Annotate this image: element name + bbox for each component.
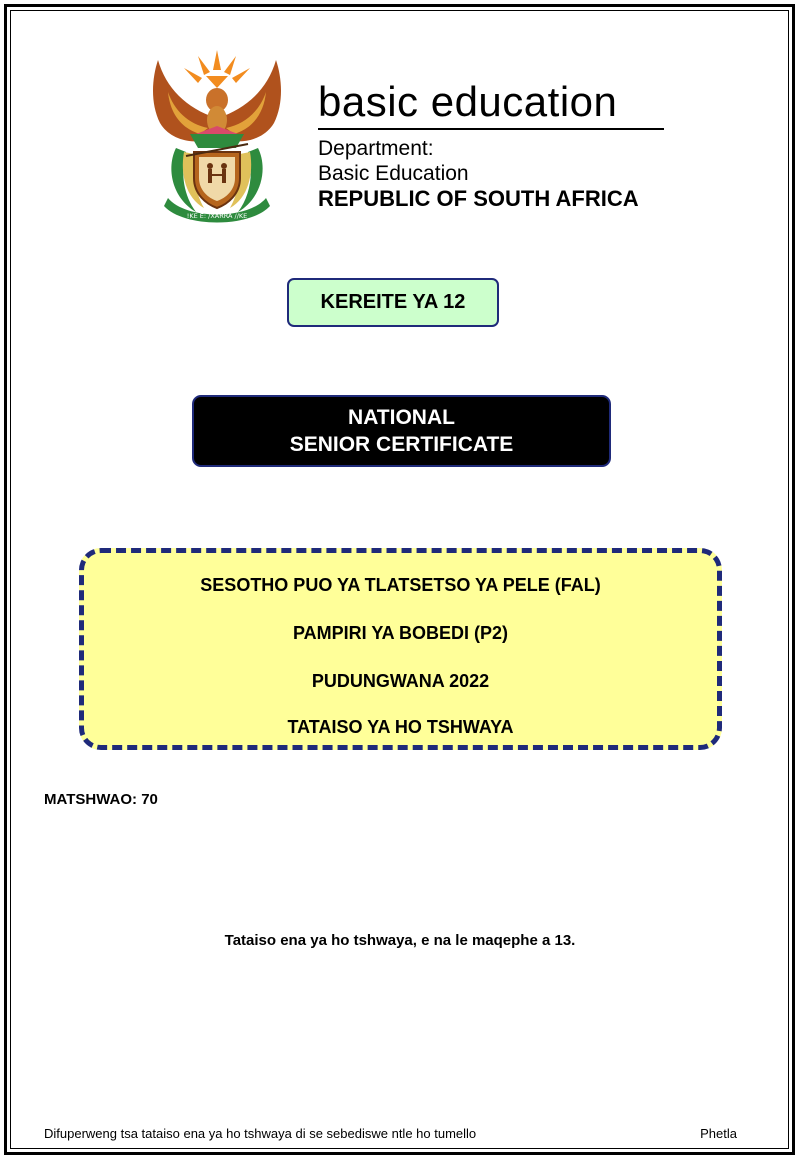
total-marks: MATSHWAO: 70 bbox=[44, 791, 158, 808]
paper-title: PAMPIRI YA BOBEDI (P2) bbox=[292, 623, 509, 643]
coat-of-arms-icon bbox=[146, 48, 288, 224]
copyright-note: Difuperweng tsa tataiso ena ya ho tshwaya di se sebediswe ntle ho tumello bbox=[44, 1126, 477, 1141]
certificate-line-1: NATIONAL bbox=[348, 406, 455, 429]
brand-title: basic education bbox=[318, 78, 618, 125]
country-name: REPUBLIC OF SOUTH AFRICA bbox=[318, 186, 639, 211]
svg-text:!KE E: /XARRA //KE: !KE E: /XARRA //KE bbox=[186, 212, 248, 220]
subject-title: SESOTHO PUO YA TLATSETSO YA PELE (FAL) bbox=[200, 575, 601, 595]
grade-badge bbox=[287, 278, 499, 327]
subject-panel bbox=[79, 548, 722, 750]
certificate-banner bbox=[192, 395, 611, 467]
department-label: Department: bbox=[318, 137, 434, 160]
brand-underline bbox=[318, 128, 664, 130]
exam-session: PUDUNGWANA 2022 bbox=[311, 671, 490, 691]
department-name: Basic Education bbox=[318, 162, 469, 185]
certificate-line-2: SENIOR CERTIFICATE bbox=[289, 433, 514, 456]
page-count-note: Tataiso ena ya ho tshwaya, e na le maqephe a 13. bbox=[224, 932, 576, 949]
turn-over-label: Phetla bbox=[700, 1126, 737, 1141]
document-type: TATAISO YA HO TSHWAYA bbox=[287, 717, 514, 737]
grade-label: KEREITE YA 12 bbox=[320, 291, 466, 313]
